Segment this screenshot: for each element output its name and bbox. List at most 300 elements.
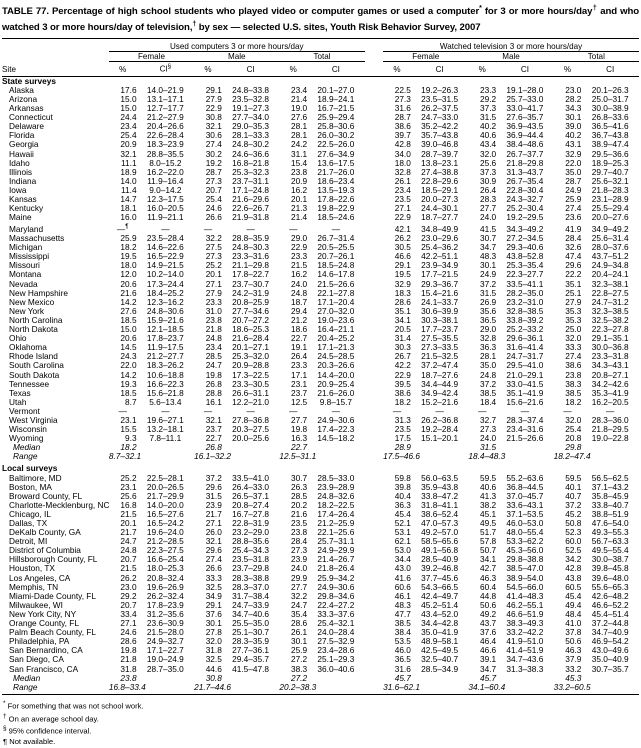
header-tm-ci: CI [520, 64, 529, 74]
cell-confidence-interval: 36.5–41.6 [591, 121, 629, 132]
cell-confidence-interval: 17.3–22.5 [232, 369, 270, 380]
cell-percent: 35.4 [290, 608, 308, 619]
data-table [2, 38, 639, 695]
cell-confidence-interval: 27.8–36.8 [232, 414, 270, 425]
cell-percent: — [289, 405, 298, 416]
cell-percent: 33.2 [565, 663, 582, 674]
cell-confidence-interval: 31.3–38.3 [506, 663, 544, 674]
header-computers-total: Total [279, 51, 364, 61]
cell-percent: 25.0 [565, 324, 582, 335]
column-gap [365, 519, 383, 528]
column-gap [365, 501, 383, 510]
cell-percent: 23.8 [290, 527, 308, 538]
cell-percent: 27.8 [205, 627, 222, 638]
column-gap [365, 222, 383, 234]
cell-confidence-interval: 23.4–28.6 [317, 645, 355, 656]
cell-percent: 29.0 [479, 324, 497, 335]
cell-percent: 24.0 [290, 563, 308, 574]
cell-confidence-interval: 17.1–21.3 [317, 342, 355, 353]
cell-percent: 25.4 [120, 130, 137, 141]
cell-confidence-interval: 14.4–20.0 [317, 369, 355, 380]
cell-confidence-interval: 24.3–32.7 [506, 193, 544, 204]
cell-confidence-interval: — [246, 224, 255, 235]
cell-percent: 34.3 [565, 103, 582, 114]
header-tt-ci: CI [606, 64, 615, 74]
cell-confidence-interval: 27.3–33.5 [421, 342, 459, 353]
cell-percent: 21.8 [120, 654, 137, 665]
cell-percent: 37.3 [479, 103, 497, 114]
row-site-label: Milwaukee, WI [9, 599, 63, 610]
column-gap [365, 483, 383, 492]
cell-confidence-interval: 22.5–28.1 [146, 472, 184, 483]
cell-confidence-interval: 10.6–18.8 [146, 369, 184, 380]
cell-confidence-interval: 28.3–35.9 [232, 636, 270, 647]
cell-percent: 47.4 [565, 251, 582, 262]
summary-percent: 45.7 [394, 672, 411, 683]
cell-confidence-interval: 21.8–29.5 [591, 424, 629, 435]
cell-confidence-interval: 35.8–45.9 [591, 490, 629, 501]
cell-percent: 25.2 [205, 260, 222, 271]
cell-confidence-interval: 12.3–17.5 [146, 193, 184, 204]
cell-percent: 40.1 [565, 481, 582, 492]
cell-percent: 19.5 [394, 269, 411, 280]
cell-percent: 21.5 [120, 508, 137, 519]
summary-percent: 18.2 [120, 442, 137, 453]
cell-percent: 34.1 [394, 314, 411, 325]
cell-confidence-interval: 18.3–23.9 [146, 139, 184, 150]
column-gap [365, 307, 383, 316]
column-gap [365, 122, 383, 131]
summary-percent: 12.5–31.1 [279, 451, 317, 462]
cell-percent: 27.1 [120, 618, 137, 629]
cell-confidence-interval: 53.3–62.2 [506, 536, 544, 547]
cell-confidence-interval: 29.1–35.1 [591, 333, 629, 344]
cell-confidence-interval: 55.2–63.6 [506, 472, 544, 483]
cell-percent: 28.7 [205, 166, 222, 177]
cell-confidence-interval: 25.4–32.1 [317, 618, 355, 629]
summary-percent: 34.1–60.4 [468, 681, 506, 692]
cell-percent: 43.8 [565, 572, 582, 583]
column-gap [365, 443, 383, 452]
cell-confidence-interval: 38.9–54.0 [506, 572, 544, 583]
cell-percent: — [203, 224, 213, 235]
cell-percent: 40.2 [565, 130, 582, 141]
row-site-label: Idaho [9, 157, 30, 168]
cell-percent: 42.1 [394, 224, 411, 235]
cell-percent: 25.4 [565, 424, 582, 435]
column-gap [365, 325, 383, 334]
column-gap [365, 270, 383, 279]
cell-confidence-interval: 26.4–33.0 [232, 481, 270, 492]
cell-percent: 59.5 [479, 472, 497, 483]
cell-percent: 35.6 [479, 305, 497, 316]
cell-percent: 32.2 [290, 590, 308, 601]
cell-percent: 38.2 [479, 499, 497, 510]
cell-percent: 34.2 [565, 554, 582, 565]
column-gap [365, 195, 383, 204]
cell-confidence-interval: 27.7–34.0 [232, 112, 270, 123]
header-ct-ci: CI [331, 64, 340, 74]
column-gap [365, 168, 383, 177]
cell-percent: 30.3 [394, 342, 411, 353]
cell-percent: 30.1 [479, 260, 497, 271]
cell-confidence-interval: 21.2–27.9 [146, 112, 184, 123]
cell-percent: 27.4 [205, 554, 222, 565]
cell-confidence-interval: 28.3–38.8 [232, 572, 270, 583]
column-gap [365, 416, 383, 425]
cell-confidence-interval: 31.6–41.4 [506, 342, 544, 353]
cell-confidence-interval: 32.3–38.5 [591, 305, 629, 316]
header-watched-television: Watched television 3 or more hours/day [383, 42, 639, 52]
cell-percent: 38.6 [394, 121, 411, 132]
cell-percent: 19.8 [290, 424, 308, 435]
cell-confidence-interval: 26.7–37.7 [506, 148, 544, 159]
cell-percent: 26.4 [290, 351, 308, 362]
cell-percent: 28.6 [290, 618, 308, 629]
cell-confidence-interval: 18.5–24.8 [317, 260, 355, 271]
cell-confidence-interval: 46.0–53.0 [506, 518, 544, 529]
cell-confidence-interval: 24.8–33.8 [232, 84, 270, 95]
cell-percent: 18.1 [120, 203, 137, 214]
cell-percent: 27.1 [205, 518, 222, 529]
summary-row [2, 683, 639, 692]
row-site-label: Iowa [9, 184, 27, 195]
cell-percent: 27.9 [205, 287, 222, 298]
cell-percent: 20.8 [565, 433, 582, 444]
cell-confidence-interval: 30.0–38.9 [591, 103, 629, 114]
cell-confidence-interval: 25.1–29.3 [317, 654, 355, 665]
cell-percent: 39.1 [479, 654, 497, 665]
summary-percent: 8.7–32.1 [108, 451, 142, 462]
header-tf-ci: CI [435, 64, 444, 74]
column-gap [365, 150, 383, 159]
cell-percent: 32.0 [479, 148, 497, 159]
cell-confidence-interval: 24.6–36.6 [232, 148, 270, 159]
cell-confidence-interval: 16.7–21.5 [317, 103, 355, 114]
column-gap [365, 398, 383, 407]
cell-confidence-interval: 36.0–40.6 [317, 663, 355, 674]
cell-confidence-interval: 33.8–39.2 [506, 314, 544, 325]
cell-confidence-interval: 38.6–52.4 [421, 508, 459, 519]
cell-percent: 42.8 [565, 563, 582, 574]
column-gap [365, 159, 383, 168]
cell-percent: 21.2 [290, 314, 308, 325]
cell-confidence-interval: 30.0–38.7 [591, 554, 629, 565]
cell-confidence-interval: 9.0–14.2 [149, 184, 182, 195]
cell-percent: 36.5 [479, 314, 497, 325]
cell-confidence-interval: 22.3–27.5 [146, 545, 184, 556]
cell-percent: 32.8 [479, 333, 497, 344]
cell-confidence-interval: 33.8–40.7 [591, 499, 629, 510]
cell-percent: 50.8 [565, 518, 582, 529]
cell-percent: 25.6 [120, 490, 137, 501]
cell-confidence-interval: 24.0–28.4 [317, 627, 355, 638]
cell-confidence-interval: 29.7–40.7 [591, 166, 629, 177]
cell-confidence-interval: 34.2–42.6 [591, 378, 629, 389]
cell-percent: 12.5 [290, 396, 308, 407]
column-gap [365, 177, 383, 186]
cell-confidence-interval: 13.6–17.5 [317, 157, 355, 168]
column-gap [365, 619, 383, 628]
cell-percent: 32.0 [565, 333, 582, 344]
row-site-label: Houston, TX [9, 563, 55, 574]
cell-percent: 43.0 [394, 563, 411, 574]
table-bottom-rule [2, 692, 639, 695]
cell-percent: 28.6 [394, 296, 411, 307]
cell-confidence-interval: — [606, 405, 615, 416]
cell-percent: 23.3 [290, 360, 308, 371]
cell-confidence-interval: 46.6–51.9 [506, 608, 544, 619]
cell-percent: 48.3 [394, 599, 411, 610]
cell-confidence-interval: 48.9–58.1 [421, 636, 459, 647]
cell-percent: 11.4 [121, 184, 137, 195]
footnote-text: On an average school day. [6, 714, 99, 724]
cell-confidence-interval: 27.2–34.5 [506, 233, 544, 244]
cell-percent: 15.0 [120, 103, 137, 114]
cell-percent: 30.6 [205, 130, 222, 141]
cell-confidence-interval: 24.7–33.0 [421, 112, 459, 123]
table-row [2, 213, 639, 222]
cell-percent: 30.8 [205, 112, 222, 123]
cell-confidence-interval: 43.7–51.2 [591, 251, 629, 262]
cell-percent: 32.6 [565, 242, 582, 253]
column-gap [365, 555, 383, 564]
cell-confidence-interval: 25.4–36.2 [421, 242, 459, 253]
cell-confidence-interval: 17.1–20.4 [317, 296, 355, 307]
cell-confidence-interval: 20.4–24.1 [591, 269, 629, 280]
cell-percent: 38.4 [394, 627, 411, 638]
cell-percent: 46.6 [479, 645, 497, 656]
cell-confidence-interval: 16.2–22.0 [146, 166, 184, 177]
cell-confidence-interval: 18.2–22.5 [317, 499, 355, 510]
cell-percent: 23.5 [394, 424, 411, 435]
cell-percent: 50.6 [565, 636, 582, 647]
cell-confidence-interval: 25.1–30.7 [232, 627, 270, 638]
cell-confidence-interval: 16.5–27.6 [146, 508, 184, 519]
cell-percent: 60.5 [565, 581, 582, 592]
cell-confidence-interval: 29.6–36.1 [506, 333, 544, 344]
cell-confidence-interval: 13.2–18.1 [146, 424, 184, 435]
cell-confidence-interval: 42.4–49.7 [421, 590, 459, 601]
cell-percent: 26.1 [394, 175, 411, 186]
row-site-label: Charlotte-Mecklenburg, NC [9, 499, 110, 510]
cell-confidence-interval: 14.0–20.0 [146, 499, 184, 510]
cell-confidence-interval: 25.3–35.4 [506, 260, 544, 271]
cell-confidence-interval: 23.9–34.9 [421, 260, 459, 271]
cell-percent: 37.2 [479, 378, 497, 389]
cell-percent: 31.4 [394, 333, 411, 344]
cell-confidence-interval: 28.5–40.9 [421, 554, 459, 565]
cell-confidence-interval: 29.3–36.7 [421, 278, 459, 289]
cell-percent: 21.4 [290, 212, 308, 223]
cell-confidence-interval: 23.5–32.8 [232, 93, 270, 104]
cell-confidence-interval: 23.3–30.5 [232, 378, 270, 389]
cell-percent: 15.0 [120, 324, 137, 335]
cell-confidence-interval: 20.7–26.1 [317, 251, 355, 262]
cell-percent: 21.7 [120, 527, 137, 538]
cell-percent: 21.5 [120, 563, 137, 574]
cell-confidence-interval: 19.6–24.0 [146, 527, 184, 538]
header-cm-ci: CI [246, 64, 255, 74]
table-number: TABLE 77. [2, 6, 49, 18]
cell-percent: 26.8 [205, 378, 222, 389]
cell-confidence-interval: 16.5–24.2 [146, 518, 184, 529]
cell-confidence-interval: 34.9–42.4 [421, 387, 459, 398]
column-gap [365, 380, 383, 389]
cell-percent: 18.5 [120, 387, 137, 398]
cell-percent: 30.1 [565, 112, 582, 123]
cell-percent: 32.2 [205, 233, 222, 244]
row-site-label: Detroit, MI [9, 536, 48, 547]
cell-confidence-interval: 34.7–40.9 [591, 627, 629, 638]
title-footnote-marker-1: * [479, 5, 482, 12]
cell-percent: 59.8 [394, 472, 411, 483]
row-site-label: Illinois [9, 166, 33, 177]
section-header-filler [109, 76, 639, 86]
cell-percent: 36.3 [394, 499, 411, 510]
cell-confidence-interval: 23.5–28.4 [146, 233, 184, 244]
cell-percent: 28.1 [290, 130, 308, 141]
cell-confidence-interval: — [161, 224, 170, 235]
cell-confidence-interval: 34.3–49.2 [506, 224, 544, 235]
cell-confidence-interval: 35.7–43.8 [421, 130, 459, 141]
cell-confidence-interval: 17.4–26.4 [317, 508, 355, 519]
cell-confidence-interval: 12.3–16.2 [146, 296, 184, 307]
cell-confidence-interval: 20.0–26.5 [146, 481, 184, 492]
cell-confidence-interval: 14.5–18.2 [317, 433, 355, 444]
cell-percent: 27.3 [394, 93, 411, 104]
cell-confidence-interval: 22.5–26.0 [317, 139, 355, 150]
cell-confidence-interval: 39.0–46.8 [421, 139, 459, 150]
column-gap [365, 674, 383, 683]
cell-confidence-interval: 20.8–25.9 [232, 296, 270, 307]
cell-percent: 30.9 [479, 175, 497, 186]
cell-confidence-interval: 39.2–46.8 [421, 563, 459, 574]
cell-percent: 21.8 [205, 324, 222, 335]
row-site-label: Alaska [9, 84, 34, 95]
column-gap [365, 361, 383, 370]
cell-confidence-interval: 22.6–26.7 [232, 203, 270, 214]
cell-percent: 27.7 [290, 414, 308, 425]
cell-confidence-interval: 27.5–32.9 [317, 636, 355, 647]
cell-percent: 21.5 [290, 260, 308, 271]
cell-percent: — [118, 405, 127, 416]
cell-confidence-interval: 24.1–33.7 [421, 296, 459, 307]
footnote [3, 712, 641, 725]
cell-percent: 23.3 [205, 296, 222, 307]
column-gap [365, 371, 383, 380]
cell-confidence-interval: 21.4–26.7 [317, 554, 355, 565]
header-tf-pct: % [393, 64, 401, 74]
cell-confidence-interval: 23.2–31.0 [506, 296, 544, 307]
cell-confidence-interval: 18.7–27.6 [421, 369, 459, 380]
cell-percent: 29.1 [205, 599, 222, 610]
cell-percent: 29.4 [290, 305, 308, 316]
cell-percent: 30.7 [479, 233, 497, 244]
cell-percent: 42.8 [394, 139, 411, 150]
cell-percent: 22.0 [565, 157, 582, 168]
cell-confidence-interval: 24.7–31.2 [591, 296, 629, 307]
cell-percent: 59.5 [565, 472, 582, 483]
cell-percent: 18.2 [120, 242, 137, 253]
cell-percent: 27.1 [394, 203, 411, 214]
cell-confidence-interval: 16.6–25.4 [146, 554, 184, 565]
cell-confidence-interval: 25.9–29.4 [317, 112, 355, 123]
cell-confidence-interval: 25.3–32.3 [232, 166, 270, 177]
summary-row [2, 443, 639, 452]
cell-percent: 42.2 [394, 360, 411, 371]
cell-confidence-interval: 17.1–24.8 [232, 184, 270, 195]
cell-confidence-interval: 16.4–21.1 [317, 324, 355, 335]
header-cf-ci: CI§ [159, 62, 172, 74]
row-site-label: New York [9, 305, 45, 316]
cell-confidence-interval: 21.7–26.0 [317, 166, 355, 177]
cell-percent: 32.0 [565, 414, 582, 425]
cell-percent: 31.5 [205, 490, 222, 501]
cell-percent: 15.0 [120, 93, 137, 104]
row-site-label: New Mexico [9, 296, 55, 307]
cell-percent: 41.6 [394, 572, 411, 583]
row-site-label: North Dakota [9, 324, 58, 335]
cell-confidence-interval: 33.0–41.7 [506, 103, 544, 114]
cell-percent: 23.8 [205, 314, 222, 325]
cell-percent: 31.3 [394, 414, 411, 425]
cell-confidence-interval: 35.0–41.9 [421, 627, 459, 638]
cell-percent: 28.8 [205, 387, 222, 398]
header-tv-male: Male [468, 51, 553, 61]
header-tm-pct: % [478, 64, 486, 74]
cell-confidence-interval: 24.9–30.6 [317, 414, 355, 425]
cell-percent: 28.4 [565, 233, 582, 244]
cell-confidence-interval: 20.9–25.4 [317, 378, 355, 389]
cell-percent: 24.3 [120, 351, 137, 362]
column-gap [365, 316, 383, 325]
cell-percent: 51.7 [479, 527, 497, 538]
row-site-label: Ohio [9, 333, 27, 344]
cell-confidence-interval: 41.5–47.8 [232, 663, 270, 674]
cell-confidence-interval: 34.7–43.6 [506, 654, 544, 665]
column-gap [365, 452, 383, 461]
cell-confidence-interval: 37.0–45.7 [506, 490, 544, 501]
column-gap [365, 243, 383, 252]
cell-confidence-interval: 33.0–41.5 [506, 378, 544, 389]
cell-confidence-interval: 35.0–40.9 [591, 654, 629, 665]
header-supergroup-row [2, 42, 639, 52]
cell-confidence-interval: 20.1–26.3 [591, 84, 629, 95]
cell-percent: 36.3 [479, 342, 497, 353]
cell-percent: 16.2 [290, 184, 308, 195]
cell-percent: 38.5 [394, 618, 411, 629]
cell-confidence-interval: 25.0–31.7 [591, 93, 629, 104]
cell-percent: 24.2 [290, 139, 308, 150]
cell-percent: 19.3 [120, 378, 137, 389]
cell-confidence-interval: 24.9–34.8 [591, 260, 629, 271]
footnote-text: For something that was not school work. [5, 701, 144, 711]
cell-percent: 30.2 [205, 148, 222, 159]
cell-confidence-interval: 21.0–29.1 [506, 369, 544, 380]
cell-percent: 17.5 [394, 433, 411, 444]
cell-percent: 23.7 [290, 387, 308, 398]
cell-percent: 41.3 [479, 490, 497, 501]
cell-confidence-interval: 37.2–44.8 [591, 618, 629, 629]
cell-percent: 24.7 [120, 536, 137, 547]
cell-percent: 30.5 [394, 242, 411, 253]
cell-percent: 20.5 [394, 324, 411, 335]
cell-confidence-interval: 26.2–37.5 [421, 103, 459, 114]
row-site-label: Palm Beach County, FL [9, 627, 97, 638]
title-text-1: Percentage of high school students who played video or computer games or used a computer [48, 6, 480, 18]
row-site-label: Florida [9, 130, 35, 141]
